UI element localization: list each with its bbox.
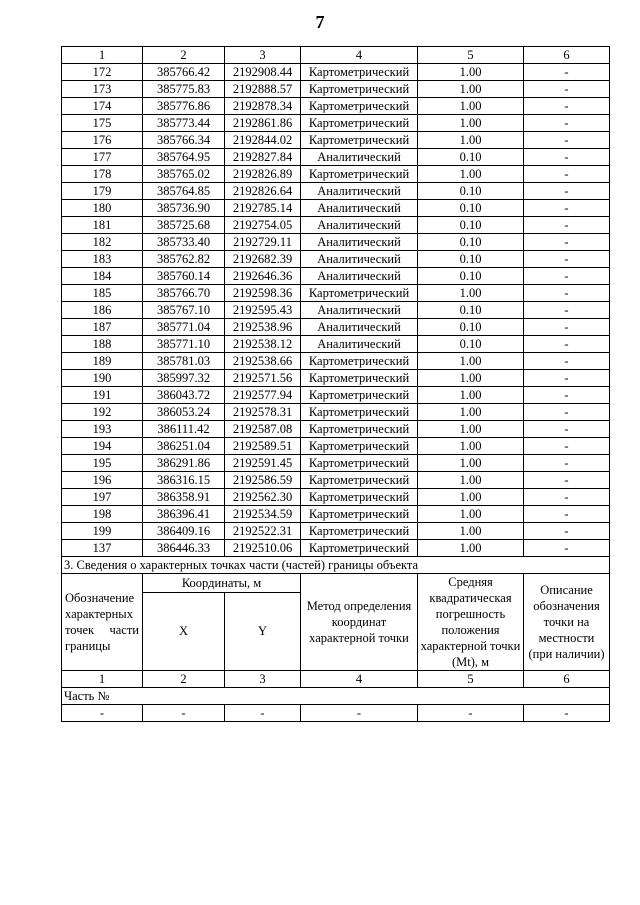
table-row bbox=[62, 81, 610, 98]
table-cell: 0.10 bbox=[418, 302, 524, 319]
table-row bbox=[62, 183, 610, 200]
table-cell: Картометрический bbox=[301, 81, 418, 98]
table-cell: - bbox=[524, 285, 610, 302]
table-row bbox=[62, 387, 610, 404]
table-cell: 385760.14 bbox=[143, 268, 225, 285]
table-cell: 185 bbox=[62, 285, 143, 302]
table-cell: 2192826.89 bbox=[225, 166, 301, 183]
table-cell: 386316.15 bbox=[143, 472, 225, 489]
table-cell: 385771.04 bbox=[143, 319, 225, 336]
table-cell: - bbox=[524, 438, 610, 455]
table-cell: 2192844.02 bbox=[225, 132, 301, 149]
table-row bbox=[62, 438, 610, 455]
table-cell: 386409.16 bbox=[143, 523, 225, 540]
table-cell: 2192522.31 bbox=[225, 523, 301, 540]
table-cell: Картометрический bbox=[301, 166, 418, 183]
table-cell: 2192595.43 bbox=[225, 302, 301, 319]
table-cell: 385762.82 bbox=[143, 251, 225, 268]
column-number: 3 bbox=[225, 47, 301, 64]
table-cell: - bbox=[524, 98, 610, 115]
table-cell: - bbox=[524, 489, 610, 506]
table-cell: - bbox=[524, 149, 610, 166]
table-cell: 0.10 bbox=[418, 183, 524, 200]
table-cell: 385776.86 bbox=[143, 98, 225, 115]
empty-data-row bbox=[62, 705, 610, 722]
table-cell: - bbox=[524, 234, 610, 251]
header-row-1 bbox=[62, 574, 610, 593]
table-cell: 189 bbox=[62, 353, 143, 370]
table-cell: 0.10 bbox=[418, 268, 524, 285]
table-cell: 2192754.05 bbox=[225, 217, 301, 234]
table-cell: 1.00 bbox=[418, 132, 524, 149]
table-cell: Картометрический bbox=[301, 115, 418, 132]
point-designation-header: Обозначение характерных точек части границы bbox=[62, 574, 143, 671]
table-cell: 1.00 bbox=[418, 455, 524, 472]
column-number: 2 bbox=[143, 671, 225, 688]
table-cell: 2192538.66 bbox=[225, 353, 301, 370]
table-cell: Аналитический bbox=[301, 302, 418, 319]
table-cell: 174 bbox=[62, 98, 143, 115]
table-cell: - bbox=[301, 705, 418, 722]
table-cell: 1.00 bbox=[418, 166, 524, 183]
table-cell: Картометрический bbox=[301, 506, 418, 523]
table-cell: 173 bbox=[62, 81, 143, 98]
table-cell: 175 bbox=[62, 115, 143, 132]
table-cell: 2192510.06 bbox=[225, 540, 301, 557]
table-row bbox=[62, 166, 610, 183]
table-cell: 385725.68 bbox=[143, 217, 225, 234]
table-cell: Картометрический bbox=[301, 523, 418, 540]
table-cell: 181 bbox=[62, 217, 143, 234]
table-cell: 385766.34 bbox=[143, 132, 225, 149]
table-cell: 1.00 bbox=[418, 64, 524, 81]
table-cell: Картометрический bbox=[301, 370, 418, 387]
table-cell: - bbox=[524, 523, 610, 540]
table-cell: 385775.83 bbox=[143, 81, 225, 98]
table-cell: Аналитический bbox=[301, 319, 418, 336]
table-cell: 2192589.51 bbox=[225, 438, 301, 455]
x-header: X bbox=[143, 593, 225, 671]
table-cell: 1.00 bbox=[418, 98, 524, 115]
table-cell: 1.00 bbox=[418, 506, 524, 523]
table-cell: 2192571.56 bbox=[225, 370, 301, 387]
table-cell: - bbox=[418, 705, 524, 722]
table-cell: 385766.42 bbox=[143, 64, 225, 81]
table-cell: 193 bbox=[62, 421, 143, 438]
part-row bbox=[62, 688, 610, 705]
table-row bbox=[62, 336, 610, 353]
table-cell: 385733.40 bbox=[143, 234, 225, 251]
error-header: Средняя квадратическая погрешность положения характерной точки (Mt), м bbox=[418, 574, 524, 671]
column-number: 5 bbox=[418, 671, 524, 688]
table-row bbox=[62, 217, 610, 234]
table-cell: 172 bbox=[62, 64, 143, 81]
table-cell: - bbox=[524, 268, 610, 285]
table-cell: Картометрический bbox=[301, 438, 418, 455]
table-cell: 182 bbox=[62, 234, 143, 251]
table-cell: - bbox=[524, 472, 610, 489]
table-cell: 385764.85 bbox=[143, 183, 225, 200]
table-cell: 1.00 bbox=[418, 370, 524, 387]
table-cell: 1.00 bbox=[418, 489, 524, 506]
table-cell: - bbox=[524, 302, 610, 319]
table-cell: 2192682.39 bbox=[225, 251, 301, 268]
table-cell: 0.10 bbox=[418, 234, 524, 251]
table-cell: 385781.03 bbox=[143, 353, 225, 370]
table-cell: 0.10 bbox=[418, 336, 524, 353]
table-row bbox=[62, 149, 610, 166]
table-cell: 0.10 bbox=[418, 200, 524, 217]
table-row bbox=[62, 404, 610, 421]
table-cell: - bbox=[225, 705, 301, 722]
column-number: 3 bbox=[225, 671, 301, 688]
table-cell: 0.10 bbox=[418, 217, 524, 234]
table-cell: 178 bbox=[62, 166, 143, 183]
table-cell: 177 bbox=[62, 149, 143, 166]
table-row bbox=[62, 285, 610, 302]
table-cell: 2192729.11 bbox=[225, 234, 301, 251]
table-cell: Аналитический bbox=[301, 149, 418, 166]
column-number: 6 bbox=[524, 47, 610, 64]
table-cell: Аналитический bbox=[301, 251, 418, 268]
table-cell: Аналитический bbox=[301, 200, 418, 217]
table-cell: 2192878.34 bbox=[225, 98, 301, 115]
table-cell: Аналитический bbox=[301, 268, 418, 285]
table-cell: - bbox=[524, 200, 610, 217]
table-cell: 1.00 bbox=[418, 472, 524, 489]
table-cell: 183 bbox=[62, 251, 143, 268]
table-cell: 191 bbox=[62, 387, 143, 404]
table-cell: 386053.24 bbox=[143, 404, 225, 421]
table-cell: 386396.41 bbox=[143, 506, 225, 523]
table-row bbox=[62, 268, 610, 285]
column-number: 6 bbox=[524, 671, 610, 688]
table-row bbox=[62, 251, 610, 268]
table-cell: 2192586.59 bbox=[225, 472, 301, 489]
table-cell: 385764.95 bbox=[143, 149, 225, 166]
table-cell: 1.00 bbox=[418, 523, 524, 540]
table-cell: 2192646.36 bbox=[225, 268, 301, 285]
table-cell: Картометрический bbox=[301, 455, 418, 472]
table-cell: 385766.70 bbox=[143, 285, 225, 302]
column-number: 1 bbox=[62, 671, 143, 688]
table-cell: - bbox=[524, 251, 610, 268]
table-row bbox=[62, 98, 610, 115]
table-cell: 2192591.45 bbox=[225, 455, 301, 472]
table-cell: - bbox=[524, 217, 610, 234]
table-cell: 196 bbox=[62, 472, 143, 489]
column-number-row bbox=[62, 47, 610, 64]
table-cell: 385736.90 bbox=[143, 200, 225, 217]
table-row bbox=[62, 540, 610, 557]
table-cell: 2192538.12 bbox=[225, 336, 301, 353]
table-cell: 2192908.44 bbox=[225, 64, 301, 81]
column-number: 1 bbox=[62, 47, 143, 64]
table-cell: 0.10 bbox=[418, 251, 524, 268]
table-cell: 2192577.94 bbox=[225, 387, 301, 404]
table-row bbox=[62, 455, 610, 472]
table-cell: 1.00 bbox=[418, 438, 524, 455]
table-row bbox=[62, 319, 610, 336]
table-cell: Картометрический bbox=[301, 285, 418, 302]
section-title: 3. Сведения о характерных точках части (частей) границы объекта bbox=[62, 557, 610, 574]
table-cell: 1.00 bbox=[418, 387, 524, 404]
table-cell: 2192534.59 bbox=[225, 506, 301, 523]
table-row bbox=[62, 523, 610, 540]
table-cell: 2192888.57 bbox=[225, 81, 301, 98]
table-cell: Аналитический bbox=[301, 234, 418, 251]
table-cell: - bbox=[62, 705, 143, 722]
table-cell: 386358.91 bbox=[143, 489, 225, 506]
section-title-row bbox=[62, 557, 610, 574]
table-cell: - bbox=[524, 421, 610, 438]
table-cell: 385773.44 bbox=[143, 115, 225, 132]
table-row bbox=[62, 370, 610, 387]
table-row bbox=[62, 115, 610, 132]
table-cell: Картометрический bbox=[301, 489, 418, 506]
table-row bbox=[62, 353, 610, 370]
column-number: 5 bbox=[418, 47, 524, 64]
table-cell: 199 bbox=[62, 523, 143, 540]
table-cell: 1.00 bbox=[418, 353, 524, 370]
table-row bbox=[62, 200, 610, 217]
table-cell: 186 bbox=[62, 302, 143, 319]
table-cell: 1.00 bbox=[418, 421, 524, 438]
column-number: 4 bbox=[301, 47, 418, 64]
table-cell: 0.10 bbox=[418, 149, 524, 166]
section-column-number-row bbox=[62, 671, 610, 688]
table-cell: 386446.33 bbox=[143, 540, 225, 557]
part-label: Часть № bbox=[62, 688, 610, 705]
coordinates-header: Координаты, м bbox=[143, 574, 301, 593]
table-cell: Картометрический bbox=[301, 387, 418, 404]
table-cell: - bbox=[143, 705, 225, 722]
table-cell: - bbox=[524, 540, 610, 557]
table-cell: - bbox=[524, 455, 610, 472]
table-cell: 2192587.08 bbox=[225, 421, 301, 438]
coordinates-table bbox=[61, 46, 610, 722]
table-cell: 187 bbox=[62, 319, 143, 336]
table-cell: 1.00 bbox=[418, 285, 524, 302]
table-cell: - bbox=[524, 64, 610, 81]
table-cell: - bbox=[524, 705, 610, 722]
table-cell: Картометрический bbox=[301, 540, 418, 557]
table-cell: 1.00 bbox=[418, 540, 524, 557]
table-cell: Картометрический bbox=[301, 421, 418, 438]
table-row bbox=[62, 489, 610, 506]
table-cell: 2192578.31 bbox=[225, 404, 301, 421]
table-cell: 192 bbox=[62, 404, 143, 421]
table-cell: 195 bbox=[62, 455, 143, 472]
table-cell: - bbox=[524, 336, 610, 353]
table-cell: Картометрический bbox=[301, 353, 418, 370]
table-cell: Аналитический bbox=[301, 217, 418, 234]
table-cell: 176 bbox=[62, 132, 143, 149]
table-cell: 184 bbox=[62, 268, 143, 285]
table-cell: Картометрический bbox=[301, 98, 418, 115]
table-cell: 188 bbox=[62, 336, 143, 353]
table-cell: 386111.42 bbox=[143, 421, 225, 438]
table-cell: 386251.04 bbox=[143, 438, 225, 455]
description-header: Описание обозначения точки на местности (при наличии) bbox=[524, 574, 610, 671]
y-header: Y bbox=[225, 593, 301, 671]
table-cell: Картометрический bbox=[301, 132, 418, 149]
method-header: Метод определения координат характерной точки bbox=[301, 574, 418, 671]
table-cell: 385997.32 bbox=[143, 370, 225, 387]
table-cell: 386291.86 bbox=[143, 455, 225, 472]
table-cell: - bbox=[524, 387, 610, 404]
table-cell: 386043.72 bbox=[143, 387, 225, 404]
table-cell: Картометрический bbox=[301, 404, 418, 421]
table-cell: 2192827.84 bbox=[225, 149, 301, 166]
table-cell: Аналитический bbox=[301, 336, 418, 353]
table-cell: 2192538.96 bbox=[225, 319, 301, 336]
table-cell: 190 bbox=[62, 370, 143, 387]
table-row bbox=[62, 506, 610, 523]
table-cell: 2192562.30 bbox=[225, 489, 301, 506]
table-cell: 194 bbox=[62, 438, 143, 455]
table-cell: - bbox=[524, 506, 610, 523]
table-cell: - bbox=[524, 404, 610, 421]
table-cell: - bbox=[524, 81, 610, 98]
table-cell: 1.00 bbox=[418, 115, 524, 132]
table-row bbox=[62, 302, 610, 319]
table-cell: 2192785.14 bbox=[225, 200, 301, 217]
table-cell: 179 bbox=[62, 183, 143, 200]
table-cell: 0.10 bbox=[418, 319, 524, 336]
table-cell: 1.00 bbox=[418, 81, 524, 98]
table-cell: 2192826.64 bbox=[225, 183, 301, 200]
table-row bbox=[62, 234, 610, 251]
table-cell: 385765.02 bbox=[143, 166, 225, 183]
table-cell: Картометрический bbox=[301, 64, 418, 81]
table-cell: - bbox=[524, 370, 610, 387]
page-number: 7 bbox=[315, 12, 325, 32]
table-cell: - bbox=[524, 353, 610, 370]
table-cell: - bbox=[524, 319, 610, 336]
table-cell: 137 bbox=[62, 540, 143, 557]
table-row bbox=[62, 421, 610, 438]
table-row bbox=[62, 64, 610, 81]
table-cell: 385771.10 bbox=[143, 336, 225, 353]
table-cell: - bbox=[524, 166, 610, 183]
table-cell: 1.00 bbox=[418, 404, 524, 421]
table-cell: - bbox=[524, 183, 610, 200]
table-cell: Картометрический bbox=[301, 472, 418, 489]
column-number: 2 bbox=[143, 47, 225, 64]
table-cell: - bbox=[524, 115, 610, 132]
table-cell: Аналитический bbox=[301, 183, 418, 200]
table-cell: 180 bbox=[62, 200, 143, 217]
table-row bbox=[62, 132, 610, 149]
column-number: 4 bbox=[301, 671, 418, 688]
table-row bbox=[62, 472, 610, 489]
table-cell: 2192861.86 bbox=[225, 115, 301, 132]
table-cell: 197 bbox=[62, 489, 143, 506]
table-cell: - bbox=[524, 132, 610, 149]
table-cell: 198 bbox=[62, 506, 143, 523]
table-cell: 2192598.36 bbox=[225, 285, 301, 302]
table-cell: 385767.10 bbox=[143, 302, 225, 319]
